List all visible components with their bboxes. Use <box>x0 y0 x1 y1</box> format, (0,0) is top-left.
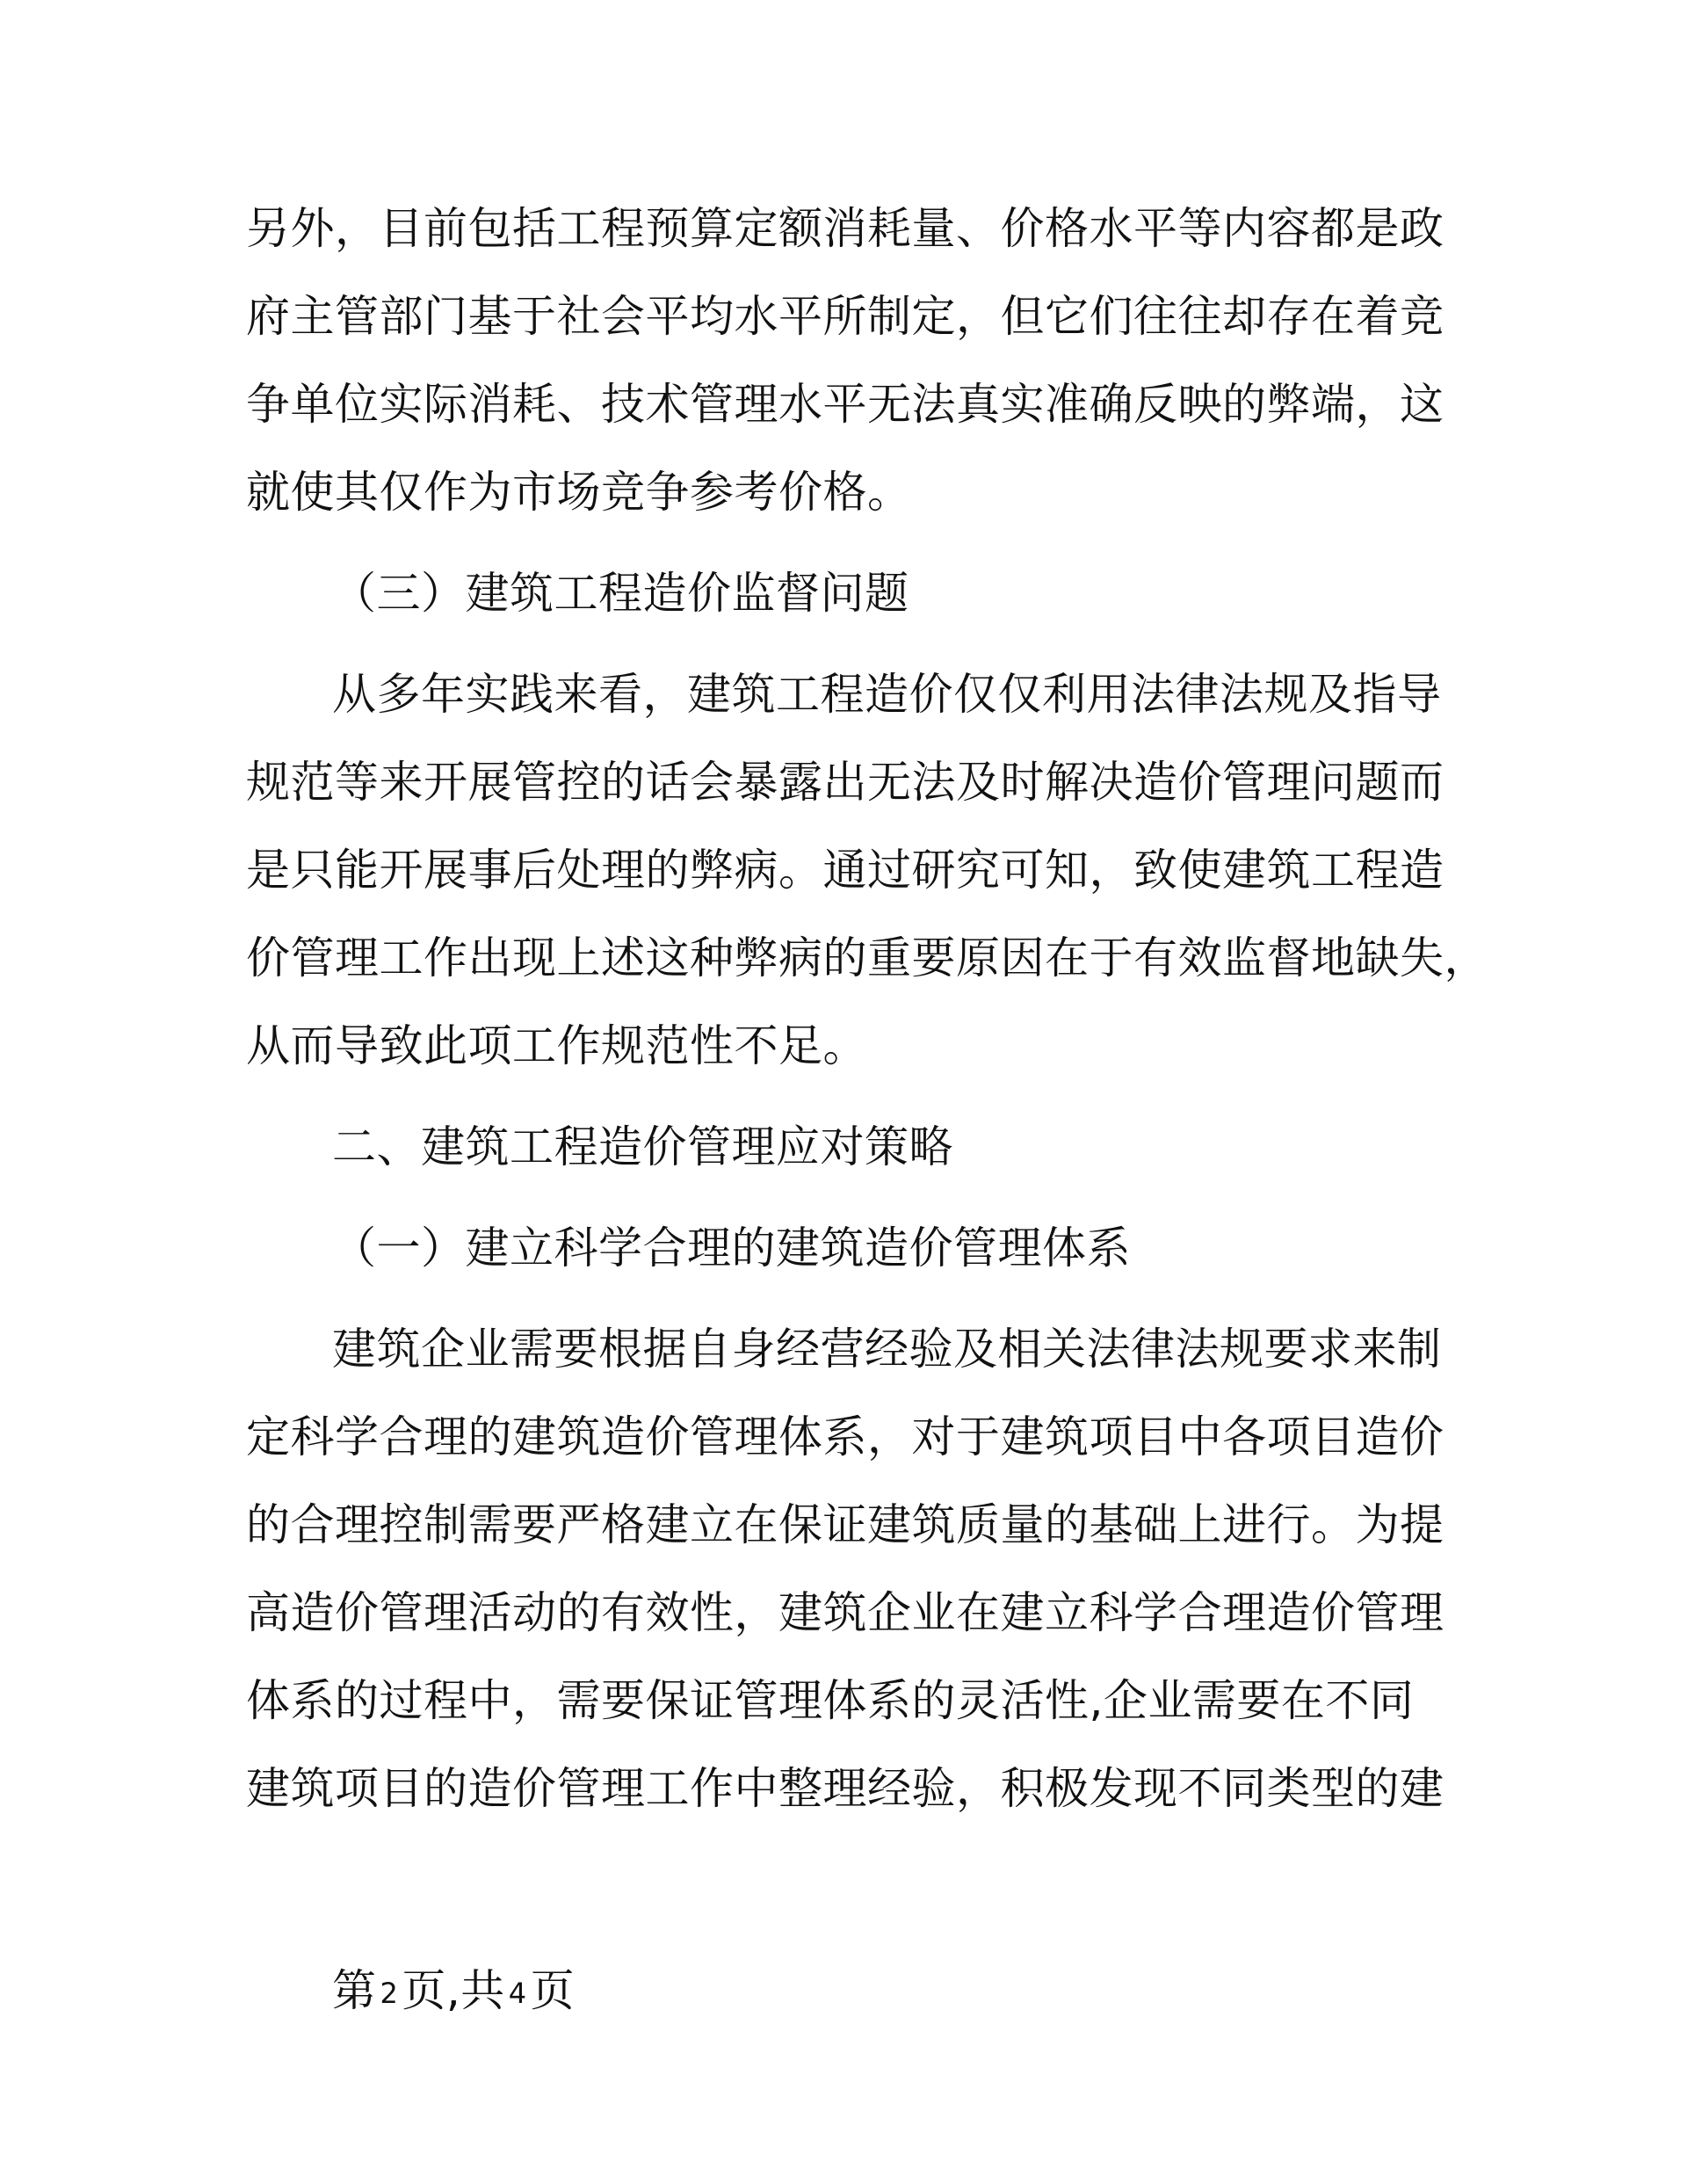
paragraph-line: 府主管部门基于社会平均水平所制定，但它们往往却存在着竞 <box>246 291 1444 342</box>
paragraph-line: 规范等来开展管控的话会暴露出无法及时解决造价管理问题而 <box>246 757 1444 808</box>
paragraph-line: 从多年实践来看，建筑工程造价仅仅利用法律法规及指导 <box>332 669 1442 720</box>
page-number-footer <box>332 1964 575 2020</box>
current-page-number: 2 <box>380 1977 399 2010</box>
subheading-supervision-issue: （三）建筑工程造价监督问题 <box>332 568 909 619</box>
paragraph-line: 从而导致此项工作规范性不足。 <box>246 1020 867 1071</box>
paragraph-line: 争单位实际消耗、技术管理水平无法真实准确反映的弊端，这 <box>246 379 1444 430</box>
paragraph-line: 就使其仅作为市场竞争参考价格。 <box>246 467 912 518</box>
section-heading-strategies: 二、建筑工程造价管理应对策略 <box>332 1121 953 1172</box>
paragraph-line: 另外，目前包括工程预算定额消耗量、价格水平等内容都是政 <box>246 203 1444 254</box>
paragraph-line: 体系的过程中，需要保证管理体系的灵活性,企业需要在不同 <box>246 1675 1415 1726</box>
paragraph-line: 价管理工作出现上述这种弊病的重要原因在于有效监督地缺失， <box>246 932 1488 983</box>
paragraph-line: 的合理控制需要严格建立在保证建筑质量的基础上进行。为提 <box>246 1499 1444 1550</box>
paragraph-line: 高造价管理活动的有效性，建筑企业在建立科学合理造价管理 <box>246 1587 1444 1638</box>
paragraph-line: 是只能开展事后处理的弊病。通过研究可知，致使建筑工程造 <box>246 845 1444 896</box>
footer-suffix: 页 <box>530 1965 576 2016</box>
subheading-management-system: （一）建立科学合理的建筑造价管理体系 <box>332 1223 1131 1273</box>
paragraph-line: 建筑企业需要根据自身经营经验及相关法律法规要求来制 <box>332 1324 1442 1375</box>
total-pages-number: 4 <box>508 1977 527 2010</box>
footer-prefix: 第 <box>332 1965 377 2016</box>
paragraph-line: 建筑项目的造价管理工作中整理经验，积极发现不同类型的建 <box>246 1763 1444 1814</box>
paragraph-line: 定科学合理的建筑造价管理体系，对于建筑项目中各项目造价 <box>246 1411 1444 1462</box>
footer-middle: 页,共 <box>402 1965 505 2016</box>
